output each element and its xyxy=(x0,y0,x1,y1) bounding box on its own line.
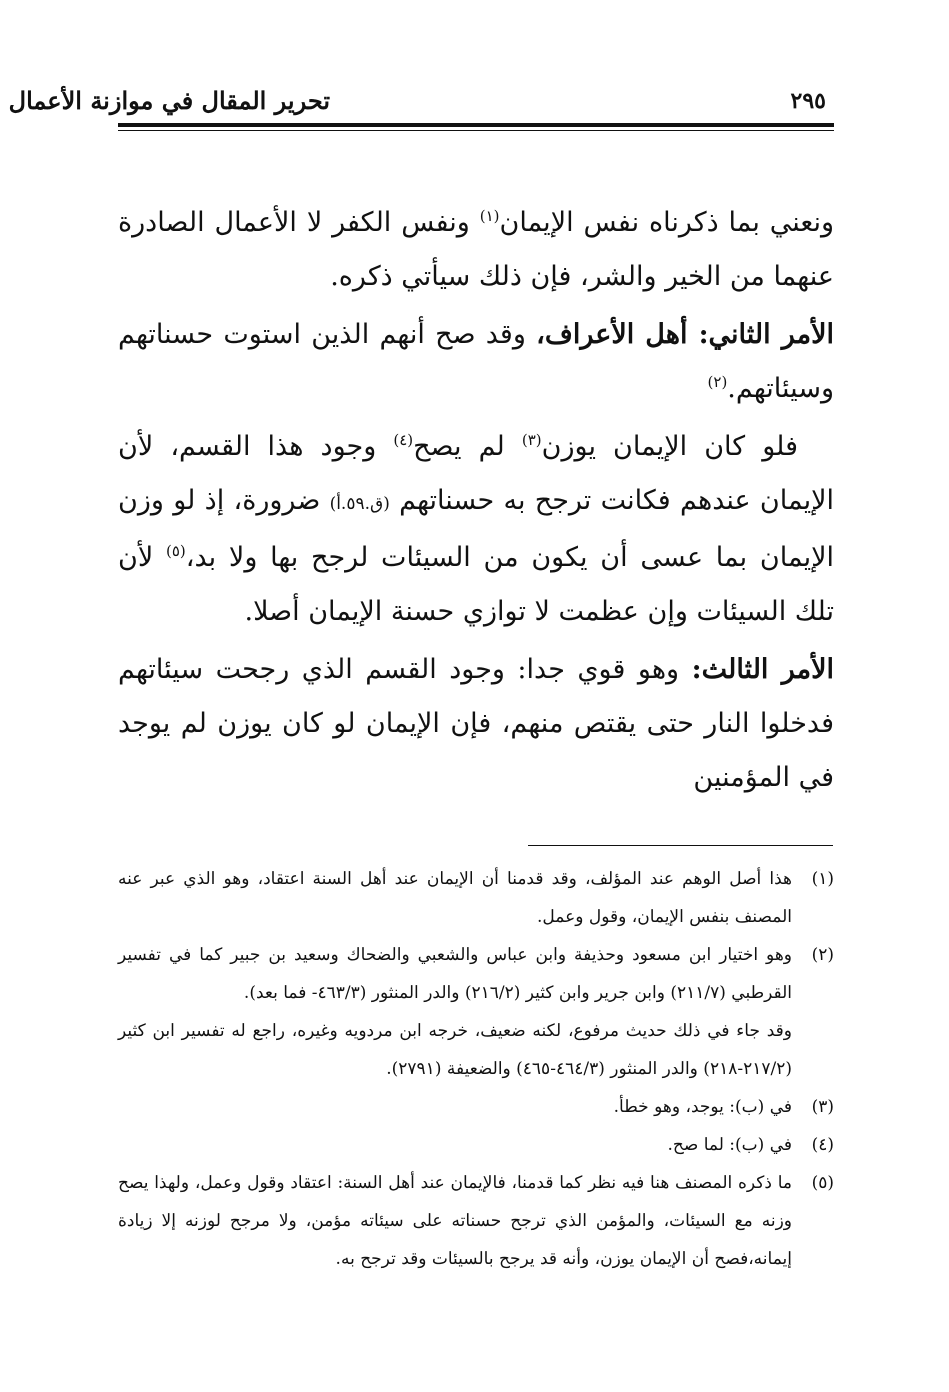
section-heading-third: الأمر الثالث: xyxy=(691,654,834,685)
footnotes xyxy=(118,860,834,1278)
footnote-text: هذا أصل الوهم عند المؤلف، وقد قدمنا أن الإيمان عند أهل السنة اعتقاد، وهو الذي عبر عنه المصنف بنفس الإيمان، وقول وعمل. xyxy=(118,869,792,927)
footnote-number: (٢) xyxy=(811,945,834,965)
footnote-number: (٣) xyxy=(811,1097,834,1117)
paragraph-2 xyxy=(118,308,834,416)
paragraph-text: ونفس الكفر لا الأعمال الصادرة عنهما من الخير والشر، فإن ذلك سيأتي ذكره. xyxy=(118,207,834,292)
page-number: ٢٩٥ xyxy=(790,88,826,114)
paragraph-text: وقد صح أنهم الذين استوت حسناتهم وسيئاتهم. xyxy=(118,319,834,404)
footnote-4 xyxy=(118,1126,834,1164)
footnote-3 xyxy=(118,1088,834,1126)
footnote-separator xyxy=(528,845,833,846)
paragraph-text: لأن تلك السيئات وإن عظمت لا توازي حسنة الإيمان أصلا. xyxy=(118,542,834,627)
footnote-ref-2[interactable]: (٢) xyxy=(707,373,728,391)
paragraph-3 xyxy=(118,420,834,639)
paragraph-4 xyxy=(118,643,834,805)
section-heading-second: الأمر الثاني: أهل الأعراف، xyxy=(536,319,834,350)
footnote-ref-4[interactable]: (٤) xyxy=(393,431,414,449)
footnote-2 xyxy=(118,936,834,1012)
header-rule-thick xyxy=(118,123,834,127)
footnote-5 xyxy=(118,1164,834,1278)
footnote-number: (٤) xyxy=(811,1135,834,1155)
footnote-ref-3[interactable]: (٣) xyxy=(521,431,542,449)
header-rule-thin xyxy=(118,130,834,131)
footnote-1 xyxy=(118,860,834,936)
footnote-ref-5[interactable]: (٥) xyxy=(165,542,186,560)
main-text xyxy=(118,196,834,809)
paragraph-text: ضرورة، إذ لو وزن الإيمان بما عسى أن يكون من السيئات لرجح بها ولا بد، xyxy=(118,485,834,573)
paragraph-text: ونعني بما ذكرناه نفس الإيمان xyxy=(499,207,834,238)
footnote-text: في (ب): لما صح. xyxy=(667,1135,792,1155)
running-title: تحرير المقال في موازنة الأعمال xyxy=(8,86,330,115)
footnote-number: (٥) xyxy=(811,1173,834,1193)
paragraph-1 xyxy=(118,196,834,304)
manuscript-folio-ref: (ق.٥٩.أ) xyxy=(329,494,390,514)
footnote-number: (١) xyxy=(811,869,834,889)
footnote-text: في (ب): يوجد، وهو خطأ. xyxy=(613,1097,792,1117)
footnote-ref-1[interactable]: (١) xyxy=(479,207,500,225)
footnote-2-continuation: وقد جاء في ذلك حديث مرفوع، لكنه ضعيف، خرجه ابن مردويه وغيره، راجع له تفسير ابن كثير (٢١٧/٢-٢١٨) والدر المنثور (٤٦٤/٣-٤٦٥) والضعيفة (٢٧٩١). xyxy=(118,1021,792,1079)
paragraph-text: فلو كان الإيمان يوزن xyxy=(541,431,799,462)
paragraph-text: وجود هذا القسم، لأن الإيمان عندهم فكانت ترجح به حسناتهم xyxy=(118,431,834,516)
footnote-text: ما ذكره المصنف هنا فيه نظر كما قدمنا، فالإيمان عند أهل السنة: اعتقاد وقول وعمل، ولهذا يصح وزنه مع السيئات، والمؤمن الذي ترجح حسناته على سيئاته مؤمن، ولا مرجح لوزنه إلا زيادة إيمانه،فصح أن الإيمان يوزن، وأنه قد يرجح بالسيئات وقد ترجح به. xyxy=(118,1173,792,1269)
footnote-text: وهو اختيار ابن مسعود وحذيفة وابن عباس والشعبي والضحاك وسعيد بن جبير كما في تفسير القرطبي (٢١١/٧) وابن جرير وابن كثير (٢١٦/٢) والدر المنثور (٤٦٣/٣- فما بعد). xyxy=(118,945,792,1003)
running-header xyxy=(8,82,834,122)
paragraph-text: لم يصح xyxy=(413,431,522,462)
paragraph-text: وهو قوي جدا: وجود القسم الذي رجحت سيئاتهم فدخلوا النار حتى يقتص منهم، فإن الإيمان لو كان يوزن لم يوجد في المؤمنين xyxy=(118,654,834,793)
